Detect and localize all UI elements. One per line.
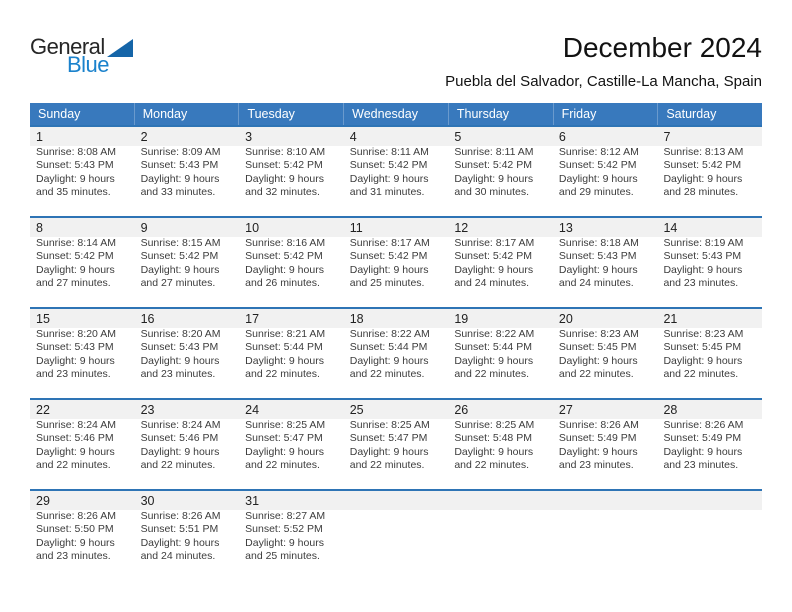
- day-detail-line: Daylight: 9 hours: [245, 263, 324, 276]
- calendar-day-cell: [657, 127, 762, 216]
- month-title: December 2024: [562, 32, 762, 63]
- day-detail-line: Sunset: 5:47 PM: [245, 432, 323, 445]
- day-detail-line: and 27 minutes.: [140, 277, 216, 290]
- calendar-day-cell: [239, 218, 344, 307]
- day-detail-line: and 29 minutes.: [558, 186, 634, 199]
- day-detail-line: Daylight: 9 hours: [454, 445, 534, 458]
- day-number-band: [30, 400, 135, 419]
- day-detail-line: and 24 minutes.: [140, 550, 216, 563]
- day-number-band: [344, 309, 449, 328]
- calendar-day-cell: [344, 127, 449, 216]
- day-detail-line: and 22 minutes.: [245, 368, 320, 381]
- day-detail-line: Sunrise: 8:26 AM: [558, 419, 639, 431]
- calendar-day-cell: [239, 309, 344, 398]
- day-number-band: [657, 491, 762, 510]
- calendar-day-cell: [135, 491, 240, 580]
- day-number: 24: [245, 402, 260, 417]
- day-detail-line: Daylight: 9 hours: [36, 172, 115, 185]
- day-number-band: [239, 127, 344, 146]
- day-number-band: [553, 309, 658, 328]
- day-detail-line: Sunrise: 8:20 AM: [36, 328, 116, 340]
- day-detail-line: Sunset: 5:42 PM: [558, 159, 637, 172]
- day-detail-line: Sunrise: 8:16 AM: [245, 237, 326, 249]
- day-detail-line: and 23 minutes.: [36, 368, 111, 381]
- day-detail-line: Sunset: 5:46 PM: [36, 432, 114, 445]
- calendar-empty-cell: [448, 491, 553, 580]
- day-number: 19: [454, 311, 469, 326]
- day-detail-line: Sunset: 5:50 PM: [36, 523, 114, 536]
- day-number-band: [657, 400, 762, 419]
- day-number-band: [239, 400, 344, 419]
- day-number-band: [448, 127, 553, 146]
- day-number: 3: [245, 129, 253, 144]
- day-detail-line: and 24 minutes.: [454, 277, 530, 290]
- day-detail-line: Sunrise: 8:25 AM: [349, 419, 430, 431]
- day-detail-line: Sunrise: 8:11 AM: [349, 146, 429, 158]
- day-number: 2: [140, 129, 148, 144]
- day-detail-line: Sunset: 5:44 PM: [454, 341, 532, 354]
- location-subtitle: Puebla del Salvador, Castille-La Mancha, Spain: [445, 73, 762, 90]
- day-number: 23: [140, 402, 155, 417]
- day-number-band: [553, 218, 658, 237]
- day-number: 30: [140, 493, 155, 508]
- day-detail-line: Sunset: 5:42 PM: [663, 159, 742, 172]
- day-detail-line: Sunset: 5:42 PM: [245, 159, 323, 172]
- calendar-day-cell: [239, 127, 344, 216]
- day-detail-line: Sunrise: 8:19 AM: [663, 237, 744, 249]
- day-detail-line: and 22 minutes.: [36, 459, 111, 472]
- day-detail-line: Daylight: 9 hours: [140, 263, 220, 276]
- day-detail-line: Sunset: 5:42 PM: [454, 250, 532, 263]
- day-detail-line: Sunset: 5:43 PM: [663, 250, 742, 263]
- day-number-band: [448, 218, 553, 237]
- calendar-day-cell: [448, 309, 553, 398]
- week-row: [30, 216, 762, 307]
- day-number: 8: [36, 220, 43, 235]
- day-detail-line: Daylight: 9 hours: [663, 263, 743, 276]
- day-detail-line: Sunset: 5:42 PM: [245, 250, 323, 263]
- day-detail-line: Daylight: 9 hours: [140, 354, 220, 367]
- day-detail-line: Sunset: 5:43 PM: [558, 250, 637, 263]
- day-number: 16: [140, 311, 155, 326]
- calendar-day-cell: [657, 218, 762, 307]
- day-detail-line: Sunrise: 8:18 AM: [558, 237, 639, 249]
- day-number: 31: [245, 493, 260, 508]
- calendar-weeks: [30, 125, 762, 580]
- weekday-header-row: [30, 103, 762, 125]
- day-detail-line: Daylight: 9 hours: [245, 445, 324, 458]
- day-detail-line: Sunset: 5:42 PM: [349, 159, 428, 172]
- day-number-band: [239, 491, 344, 510]
- day-number: 21: [663, 311, 678, 326]
- week-row: [30, 307, 762, 398]
- day-detail-line: Sunset: 5:43 PM: [36, 341, 114, 354]
- day-detail-line: Daylight: 9 hours: [558, 263, 638, 276]
- calendar-day-cell: [30, 127, 135, 216]
- calendar-day-cell: [135, 127, 240, 216]
- logo-text-blue: Blue: [67, 52, 110, 77]
- day-detail-line: Daylight: 9 hours: [454, 354, 534, 367]
- day-number: 20: [558, 311, 573, 326]
- day-detail-line: and 27 minutes.: [36, 277, 111, 290]
- day-detail-line: and 23 minutes.: [558, 459, 634, 472]
- day-number: 4: [349, 129, 357, 144]
- day-detail-line: and 31 minutes.: [349, 186, 425, 199]
- day-number-band: [657, 127, 762, 146]
- day-detail-line: Daylight: 9 hours: [36, 445, 115, 458]
- day-detail-line: Daylight: 9 hours: [454, 263, 534, 276]
- day-detail-line: and 33 minutes.: [140, 186, 216, 199]
- day-detail-line: Sunrise: 8:27 AM: [245, 510, 326, 522]
- day-detail-line: Daylight: 9 hours: [36, 536, 115, 549]
- day-detail-line: Sunrise: 8:17 AM: [349, 237, 430, 249]
- day-number: 28: [663, 402, 678, 417]
- logo-text-general: General: [30, 34, 105, 59]
- day-number-band: [553, 491, 658, 510]
- calendar-day-cell: [553, 218, 658, 307]
- day-detail-line: Sunrise: 8:25 AM: [245, 419, 326, 431]
- calendar-day-cell: [448, 218, 553, 307]
- day-number-band: [135, 218, 240, 237]
- day-detail-line: Sunset: 5:43 PM: [36, 159, 114, 172]
- day-detail-line: Sunrise: 8:14 AM: [36, 237, 116, 249]
- day-detail-line: and 23 minutes.: [140, 368, 216, 381]
- day-number: 9: [140, 220, 148, 235]
- day-number-band: [135, 127, 240, 146]
- day-number: 26: [454, 402, 469, 417]
- header-titles: [445, 32, 762, 91]
- day-detail-line: Sunset: 5:42 PM: [140, 250, 219, 263]
- day-detail-line: Sunset: 5:47 PM: [349, 432, 428, 445]
- calendar-day-cell: [553, 309, 658, 398]
- day-detail-line: Sunset: 5:42 PM: [454, 159, 532, 172]
- day-detail-line: and 22 minutes.: [245, 459, 320, 472]
- day-detail-line: Daylight: 9 hours: [140, 172, 220, 185]
- calendar-day-cell: [448, 400, 553, 489]
- weekday-header-monday: Monday: [135, 103, 240, 125]
- day-detail-line: Sunrise: 8:20 AM: [140, 328, 221, 340]
- day-number-band: [239, 218, 344, 237]
- day-number-band: [448, 400, 553, 419]
- day-detail-line: Sunrise: 8:24 AM: [140, 419, 221, 431]
- day-number: 18: [349, 311, 364, 326]
- calendar-day-cell: [30, 309, 135, 398]
- day-detail-line: Daylight: 9 hours: [140, 536, 220, 549]
- day-number-band: [448, 491, 553, 510]
- day-detail-line: Daylight: 9 hours: [349, 354, 429, 367]
- day-detail-line: Sunset: 5:51 PM: [140, 523, 219, 536]
- weekday-header-sunday: Sunday: [30, 103, 135, 125]
- day-detail-line: Sunset: 5:49 PM: [663, 432, 742, 445]
- day-number: 12: [454, 220, 469, 235]
- day-number: 29: [36, 493, 50, 508]
- day-detail-line: Sunrise: 8:26 AM: [36, 510, 116, 522]
- day-number-band: [553, 127, 658, 146]
- day-number-band: [344, 127, 449, 146]
- weekday-header-friday: Friday: [554, 103, 659, 125]
- day-number: 5: [454, 129, 462, 144]
- day-detail-line: Daylight: 9 hours: [349, 445, 429, 458]
- day-detail-line: Daylight: 9 hours: [663, 354, 743, 367]
- weekday-header-saturday: Saturday: [666, 107, 717, 121]
- day-detail-line: Daylight: 9 hours: [36, 263, 115, 276]
- day-number-band: [657, 218, 762, 237]
- day-detail-line: Sunset: 5:43 PM: [140, 159, 219, 172]
- day-detail-line: Daylight: 9 hours: [140, 445, 220, 458]
- day-detail-line: Sunset: 5:43 PM: [140, 341, 219, 354]
- day-detail-line: Sunrise: 8:09 AM: [140, 146, 221, 158]
- day-detail-line: Daylight: 9 hours: [663, 172, 743, 185]
- day-detail-line: Sunrise: 8:26 AM: [140, 510, 221, 522]
- day-detail-line: and 26 minutes.: [245, 277, 320, 290]
- day-detail-line: and 22 minutes.: [140, 459, 216, 472]
- day-detail-line: and 30 minutes.: [454, 186, 530, 199]
- day-detail-line: Sunset: 5:45 PM: [558, 341, 637, 354]
- day-detail-line: Sunrise: 8:22 AM: [454, 328, 535, 340]
- calendar-day-cell: [553, 127, 658, 216]
- day-detail-line: Sunset: 5:49 PM: [558, 432, 637, 445]
- day-detail-line: and 23 minutes.: [663, 277, 739, 290]
- calendar-day-cell: [135, 400, 240, 489]
- day-detail-line: Sunrise: 8:21 AM: [245, 328, 326, 340]
- calendar-day-cell: [239, 400, 344, 489]
- week-row: [30, 398, 762, 489]
- weekday-header-wednesday: Wednesday: [344, 103, 449, 125]
- day-detail-line: Daylight: 9 hours: [36, 354, 115, 367]
- day-detail-line: Sunrise: 8:15 AM: [140, 237, 221, 249]
- day-detail-line: and 22 minutes.: [454, 459, 530, 472]
- day-detail-line: Daylight: 9 hours: [558, 354, 638, 367]
- calendar-day-cell: [344, 400, 449, 489]
- calendar-day-cell: [657, 400, 762, 489]
- day-number: 6: [558, 129, 566, 144]
- day-detail-line: Daylight: 9 hours: [454, 172, 534, 185]
- weekday-header-tuesday: Tuesday: [239, 103, 344, 125]
- day-detail-line: Sunrise: 8:26 AM: [663, 419, 744, 431]
- day-detail-line: Daylight: 9 hours: [349, 172, 429, 185]
- day-detail-line: Sunrise: 8:25 AM: [454, 419, 535, 431]
- day-number: 22: [36, 402, 50, 417]
- day-number-band: [553, 400, 658, 419]
- week-row: [30, 489, 762, 580]
- day-number-band: [30, 218, 135, 237]
- day-number-band: [657, 309, 762, 328]
- day-detail-line: and 22 minutes.: [454, 368, 530, 381]
- week-row: [30, 125, 762, 216]
- calendar-day-cell: [448, 127, 553, 216]
- day-number-band: [30, 127, 135, 146]
- calendar-day-cell: [657, 309, 762, 398]
- day-detail-line: Sunrise: 8:08 AM: [36, 146, 116, 158]
- day-number: 10: [245, 220, 260, 235]
- day-detail-line: Sunset: 5:42 PM: [349, 250, 428, 263]
- day-detail-line: and 24 minutes.: [558, 277, 634, 290]
- day-detail-line: Sunrise: 8:22 AM: [349, 328, 430, 340]
- day-number: 7: [663, 129, 671, 144]
- day-detail-line: Sunrise: 8:12 AM: [558, 146, 639, 158]
- logo: [30, 36, 150, 75]
- day-detail-line: Sunrise: 8:11 AM: [454, 146, 534, 158]
- day-detail-line: Daylight: 9 hours: [558, 172, 638, 185]
- logo-triangle-icon: [107, 37, 133, 57]
- day-number-band: [344, 400, 449, 419]
- day-number: 27: [558, 402, 573, 417]
- day-detail-line: Sunset: 5:48 PM: [454, 432, 532, 445]
- day-number: 1: [36, 129, 43, 144]
- day-number-band: [30, 491, 135, 510]
- calendar-day-cell: [344, 218, 449, 307]
- day-number: 13: [558, 220, 573, 235]
- day-detail-line: Sunset: 5:42 PM: [36, 250, 114, 263]
- day-detail-line: Daylight: 9 hours: [245, 536, 324, 549]
- day-detail-line: Sunset: 5:44 PM: [349, 341, 428, 354]
- day-detail-line: and 35 minutes.: [36, 186, 111, 199]
- day-detail-line: Daylight: 9 hours: [663, 445, 743, 458]
- day-detail-line: and 23 minutes.: [663, 459, 739, 472]
- day-detail-line: and 25 minutes.: [349, 277, 425, 290]
- day-detail-line: Sunset: 5:52 PM: [245, 523, 323, 536]
- calendar-day-cell: [30, 218, 135, 307]
- calendar-day-cell: [30, 400, 135, 489]
- calendar-day-cell: [135, 309, 240, 398]
- day-number-band: [135, 309, 240, 328]
- day-detail-line: and 22 minutes.: [558, 368, 634, 381]
- day-detail-line: Sunrise: 8:17 AM: [454, 237, 535, 249]
- calendar-day-cell: [344, 309, 449, 398]
- day-detail-line: and 22 minutes.: [349, 459, 425, 472]
- day-detail-line: and 25 minutes.: [245, 550, 320, 563]
- day-number-band: [135, 400, 240, 419]
- day-detail-line: Daylight: 9 hours: [245, 172, 324, 185]
- day-detail-line: Daylight: 9 hours: [349, 263, 429, 276]
- day-detail-line: Daylight: 9 hours: [245, 354, 324, 367]
- calendar-day-cell: [135, 218, 240, 307]
- day-detail-line: Sunset: 5:45 PM: [663, 341, 742, 354]
- calendar-day-cell: [239, 491, 344, 580]
- day-number-band: [239, 309, 344, 328]
- day-number-band: [344, 491, 449, 510]
- day-number: 11: [349, 220, 363, 235]
- day-detail-line: Sunrise: 8:10 AM: [245, 146, 326, 158]
- calendar-empty-cell: [344, 491, 449, 580]
- day-number: 17: [245, 311, 260, 326]
- day-detail-line: Sunrise: 8:24 AM: [36, 419, 116, 431]
- day-detail-line: and 32 minutes.: [245, 186, 320, 199]
- calendar-table: [30, 103, 762, 580]
- day-detail-line: Sunrise: 8:23 AM: [558, 328, 639, 340]
- calendar-day-cell: [553, 400, 658, 489]
- day-number-band: [135, 491, 240, 510]
- day-detail-line: and 22 minutes.: [349, 368, 425, 381]
- day-detail-line: Sunset: 5:46 PM: [140, 432, 219, 445]
- day-number-band: [344, 218, 449, 237]
- calendar-empty-cell: [553, 491, 658, 580]
- day-detail-line: and 22 minutes.: [663, 368, 739, 381]
- calendar-empty-cell: [657, 491, 762, 580]
- day-detail-line: Sunrise: 8:23 AM: [663, 328, 744, 340]
- day-detail-line: Sunrise: 8:13 AM: [663, 146, 744, 158]
- weekday-header-thursday: Thursday: [449, 103, 554, 125]
- day-detail-line: and 23 minutes.: [36, 550, 111, 563]
- day-number: 14: [663, 220, 678, 235]
- day-detail-line: Daylight: 9 hours: [558, 445, 638, 458]
- day-detail-line: Sunset: 5:44 PM: [245, 341, 323, 354]
- day-detail-line: and 28 minutes.: [663, 186, 739, 199]
- day-number: 15: [36, 311, 50, 326]
- day-number-band: [448, 309, 553, 328]
- calendar-day-cell: [30, 491, 135, 580]
- day-number-band: [30, 309, 135, 328]
- day-number: 25: [349, 402, 364, 417]
